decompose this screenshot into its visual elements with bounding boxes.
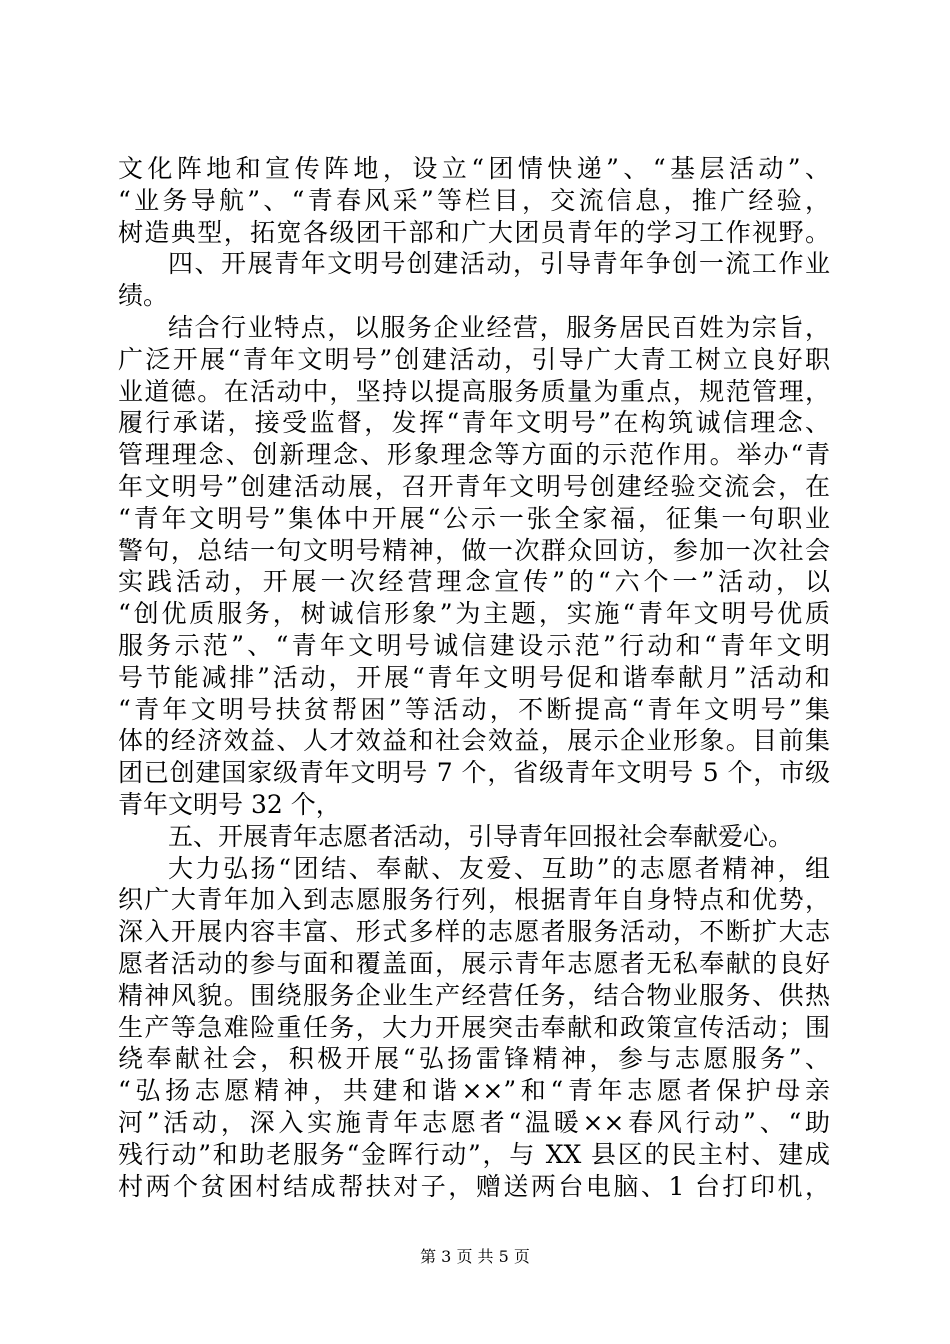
text-line: 青年文明号 32 个， [118, 789, 341, 819]
text-line: 服务示范”、“青年文明号诚信建设示范”行动和“青年文明 [118, 630, 830, 660]
text-line: 精神风貌。围绕服务企业生产经营任务，结合物业服务、供热 [118, 980, 830, 1010]
page-footer: 第 3 页 共 5 页 [420, 1247, 530, 1266]
text-line: 文化阵地和宣传阵地，设立“团情快递”、“基层活动”、 [118, 154, 830, 183]
text-line: 团已创建国家级青年文明号 7 个，省级青年文明号 5 个，市级 [118, 758, 830, 788]
text-line: 实践活动，开展一次经营理念宣传”的“六个一”活动，以 [118, 567, 830, 597]
text-line: 残行动”和助老服务“金晖行动”，与 XX 县区的民主村、建成 [118, 1139, 830, 1169]
text-line: “青年文明号”集体中开展“公示一张全家福，征集一句职业 [118, 503, 830, 533]
text-line: 村两个贫困村结成帮扶对子，赠送两台电脑、1 台打印机， [118, 1171, 830, 1201]
text-line: 河”活动，深入实施青年志愿者“温暖××春风行动”、“助 [118, 1107, 830, 1137]
text-line: 号节能减排”活动，开展“青年文明号促和谐奉献月”活动和 [118, 662, 830, 692]
text-line: 管理理念、创新理念、形象理念等方面的示范作用。举办“青 [118, 440, 830, 470]
text-line: 警句，总结一句文明号精神，做一次群众回访，参加一次社会 [118, 535, 830, 565]
text-line: 五、开展青年志愿者活动，引导青年回报社会奉献爱心。 [168, 821, 794, 851]
text-line: 愿者活动的参与面和覆盖面，展示青年志愿者无私奉献的良好 [118, 948, 830, 978]
text-line: 体的经济效益、人才效益和社会效益，展示企业形象。目前集 [118, 726, 830, 756]
text-line: 织广大青年加入到志愿服务行列，根据青年自身特点和优势， [118, 885, 830, 915]
text-line: 生产等急难险重任务，大力开展突击奉献和政策宣传活动；围 [118, 1012, 830, 1042]
text-line: 年文明号”创建活动展，召开青年文明号创建经验交流会，在 [118, 471, 830, 501]
text-line: 大力弘扬“团结、奉献、友爱、互助”的志愿者精神，组 [168, 853, 830, 883]
text-line: “青年文明号扶贫帮困”等活动，不断提高“青年文明号”集 [118, 694, 830, 724]
text-line: 履行承诺，接受监督，发挥“青年文明号”在构筑诚信理念、 [118, 408, 830, 438]
document-body [118, 153, 830, 1202]
text-line: 广泛开展“青年文明号”创建活动，引导广大青工树立良好职 [118, 344, 830, 374]
text-line: 四、开展青年文明号创建活动，引导青年争创一流工作业 [168, 249, 830, 279]
text-line: “创优质服务，树诚信形象”为主题，实施“青年文明号优质 [118, 599, 830, 629]
text-line: 绕奉献社会，积极开展“弘扬雷锋精神，参与志愿服务”、 [118, 1044, 830, 1074]
text-line: 绩。 [118, 281, 169, 311]
text-line: 结合行业特点，以服务企业经营，服务居民百姓为宗旨， [168, 312, 830, 342]
text-line: 树造典型，拓宽各级团干部和广大团员青年的学习工作视野。 [118, 217, 830, 247]
text-line: “弘扬志愿精神，共建和谐××”和“青年志愿者保护母亲 [118, 1076, 830, 1106]
text-line: 业道德。在活动中，坚持以提高服务质量为重点，规范管理， [118, 376, 830, 406]
text-line: 深入开展内容丰富、形式多样的志愿者服务活动，不断扩大志 [118, 917, 830, 947]
text-line: “业务导航”、“青春风采”等栏目，交流信息，推广经验， [118, 185, 830, 215]
